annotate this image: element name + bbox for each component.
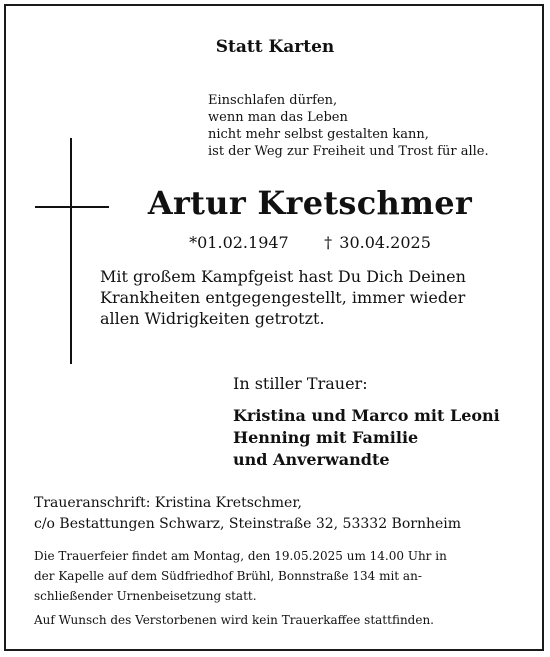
tribute-text bbox=[100, 266, 525, 329]
life-dates bbox=[0, 233, 550, 252]
mourner-line: und Anverwandte bbox=[233, 450, 390, 469]
poem-line: ist der Weg zur Freiheit und Trost für alle. bbox=[208, 144, 489, 159]
poem-line: nicht mehr selbst gestalten kann, bbox=[208, 127, 429, 142]
deceased-name: Artur Kretschmer bbox=[147, 184, 473, 222]
poem-line: Einschlafen dürfen, bbox=[208, 93, 338, 108]
address-line: Traueranschrift: Kristina Kretschmer, bbox=[34, 495, 302, 511]
funeral-line: schließender Urnenbeisetzung statt. bbox=[34, 589, 257, 603]
tribute-line: Krankheiten entgegengestellt, immer wieder bbox=[100, 288, 466, 307]
mourning-label: In stiller Trauer: bbox=[233, 374, 368, 393]
tribute-line: allen Widrigkeiten getrotzt. bbox=[100, 309, 325, 328]
funeral-line: der Kapelle auf dem Südfriedhof Brühl, Bonnstraße 134 mit an- bbox=[34, 569, 422, 583]
notice-heading: Statt Karten bbox=[215, 37, 335, 57]
address-line: c/o Bestattungen Schwarz, Steinstraße 32, 53332 Bornheim bbox=[34, 516, 462, 532]
poem bbox=[208, 92, 538, 160]
funeral-info bbox=[34, 546, 524, 606]
poem-line: wenn man das Leben bbox=[208, 110, 348, 125]
mourner-line: Henning mit Familie bbox=[233, 428, 419, 447]
birth-date: *01.02.1947 bbox=[189, 233, 289, 252]
funeral-line: Die Trauerfeier findet am Montag, den 19.05.2025 um 14.00 Uhr in bbox=[34, 549, 447, 563]
death-date: † 30.04.2025 bbox=[324, 233, 431, 252]
tribute-line: Mit großem Kampfgeist hast Du Dich Deinen bbox=[100, 267, 466, 286]
mourning-address bbox=[34, 493, 461, 535]
mourners-list bbox=[233, 405, 500, 471]
mourner-line: Kristina und Marco mit Leoni bbox=[233, 406, 500, 425]
closing-note: Auf Wunsch des Verstorbenen wird kein Trauerkaffee stattfinden. bbox=[34, 613, 434, 627]
